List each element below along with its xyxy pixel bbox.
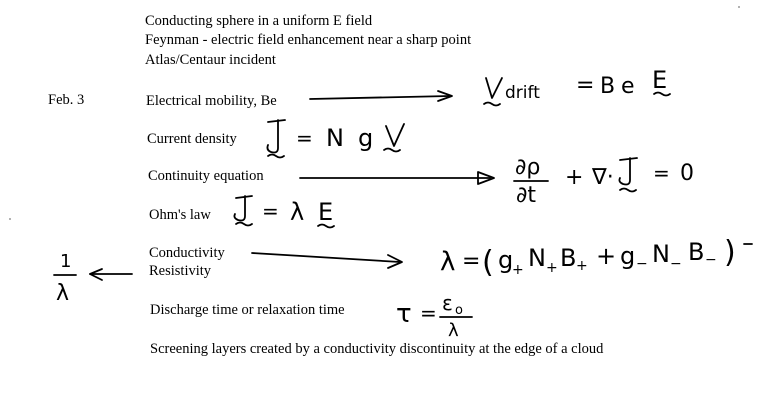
svg-text:=: = [576, 73, 595, 98]
svg-text:E: E [318, 198, 334, 226]
row-screening: Screening layers created by a conductivity discontinuity at the edge of a cloud [150, 341, 604, 357]
svg-text:=: = [262, 199, 279, 223]
row-conductivity: Conductivity [149, 245, 225, 261]
svg-text:0: 0 [680, 161, 694, 186]
row-resistivity: Resistivity [149, 263, 212, 279]
svg-text:∂t: ∂t [516, 183, 537, 208]
svg-text:+: + [546, 260, 558, 276]
svg-text:g: g [498, 246, 514, 274]
svg-text:+: + [576, 258, 588, 274]
svg-text:−: − [636, 256, 648, 272]
equation-conductivity [440, 235, 752, 280]
svg-text:N: N [528, 244, 546, 272]
svg-text:λ: λ [448, 320, 459, 341]
svg-text:): ) [724, 235, 736, 270]
svg-text:τ: τ [396, 299, 412, 329]
svg-text:+: + [565, 165, 584, 190]
svg-text:1: 1 [60, 251, 72, 272]
svg-text:∂ρ: ∂ρ [515, 155, 541, 180]
row-continuity: Continuity equation [148, 168, 264, 184]
equation-relaxation [396, 291, 472, 341]
svg-text:=: = [653, 161, 670, 185]
svg-text:+: + [596, 242, 617, 270]
row-discharge: Discharge time or relaxation time [150, 302, 345, 318]
header-line-1: Conducting sphere in a uniform E field [145, 13, 373, 29]
svg-text:o: o [455, 303, 463, 318]
svg-text:B: B [600, 74, 616, 99]
svg-text:N: N [326, 124, 344, 152]
svg-text:g: g [358, 124, 374, 152]
svg-text:=: = [420, 301, 437, 325]
svg-text:drift: drift [505, 83, 540, 103]
arrow-mobility [310, 91, 452, 101]
svg-text:ε: ε [442, 291, 453, 315]
svg-text:g: g [620, 242, 636, 270]
equation-continuity [514, 155, 694, 208]
svg-text:e: e [621, 74, 635, 99]
row-ohms-law: Ohm's law [149, 207, 211, 223]
svg-text:=: = [296, 126, 313, 150]
svg-text:λ: λ [56, 281, 70, 306]
svg-text:λ: λ [440, 247, 456, 277]
svg-text:B: B [560, 244, 577, 272]
equation-drift [484, 66, 670, 106]
row-current-density: Current density [147, 131, 237, 147]
row-mobility: Electrical mobility, Be [146, 93, 277, 109]
svg-text:N: N [652, 240, 670, 268]
header-line-3: Atlas/Centaur incident [145, 52, 276, 68]
equation-current-density [267, 120, 404, 158]
svg-text:=: = [462, 249, 481, 274]
date-label: Feb. 3 [48, 92, 85, 108]
svg-text:λ: λ [290, 198, 305, 226]
header-line-2: Feynman - electric field enhancement near a sharp point [145, 32, 472, 48]
svg-text:−: − [670, 256, 682, 272]
svg-text:+: + [512, 262, 524, 278]
svg-text:(: ( [482, 245, 494, 280]
arrow-conductivity [252, 253, 402, 268]
svg-text:E: E [652, 66, 668, 94]
svg-text:B: B [688, 238, 705, 266]
svg-text:∇·: ∇· [592, 165, 614, 190]
svg-text:−: − [705, 252, 717, 268]
arrow-continuity [300, 172, 494, 184]
equation-resistivity [54, 251, 132, 306]
equation-ohm [234, 196, 334, 228]
